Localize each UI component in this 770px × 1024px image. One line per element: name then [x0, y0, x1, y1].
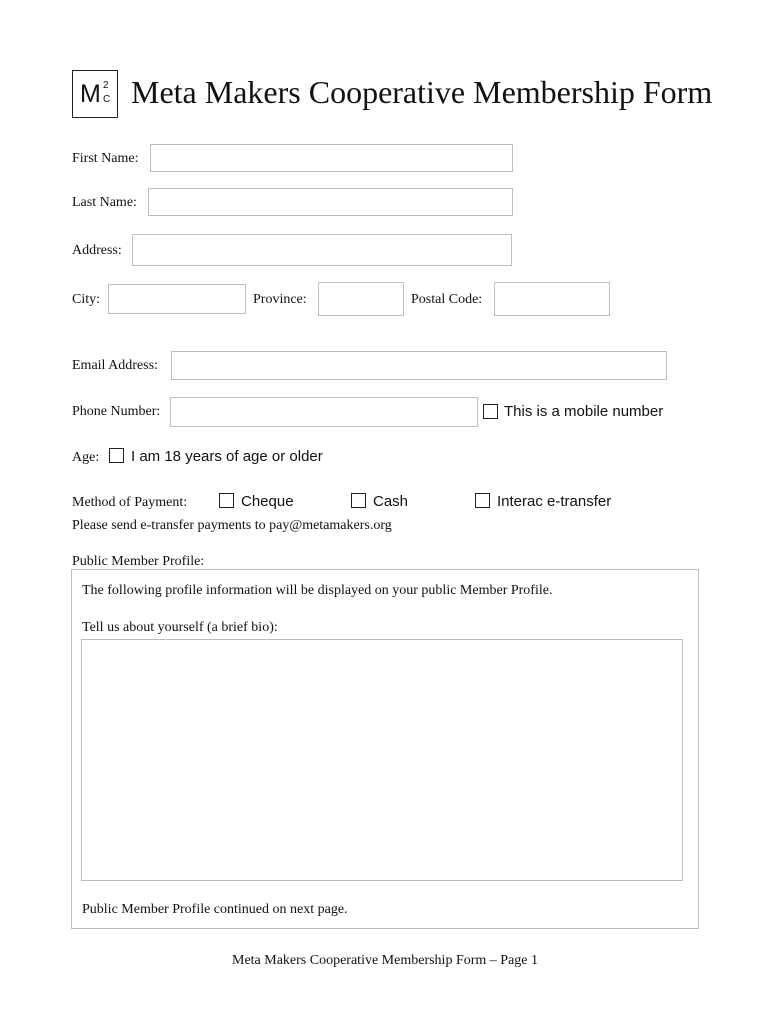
logo-superscript: 2 — [103, 80, 109, 91]
payment-label: Method of Payment: — [72, 495, 188, 510]
bio-label: Tell us about yourself (a brief bio): — [82, 620, 278, 635]
cash-checkbox[interactable] — [351, 493, 366, 508]
cheque-checkbox[interactable] — [219, 493, 234, 508]
postal-code-label: Postal Code: — [411, 292, 483, 307]
address-field[interactable] — [132, 234, 512, 266]
logo — [72, 70, 118, 118]
email-label: Email Address: — [72, 358, 158, 373]
cash-option-label: Cash — [373, 493, 409, 510]
province-label: Province: — [253, 292, 307, 307]
bio-textarea[interactable] — [81, 639, 683, 881]
age-checkbox-label: I am 18 years of age or older — [131, 448, 323, 465]
logo-subscript: C — [103, 94, 111, 105]
province-field[interactable] — [318, 282, 404, 316]
last-name-label: Last Name: — [72, 195, 137, 210]
phone-field[interactable] — [170, 397, 478, 427]
page-title: Meta Makers Cooperative Membership Form — [131, 74, 713, 110]
page-footer: Meta Makers Cooperative Membership Form – Page 1 — [232, 953, 538, 968]
mobile-checkbox[interactable] — [483, 404, 498, 419]
mobile-checkbox-label: This is a mobile number — [504, 403, 664, 420]
interac-option-label: Interac e-transfer — [497, 493, 612, 510]
phone-label: Phone Number: — [72, 404, 161, 419]
postal-code-field[interactable] — [494, 282, 610, 316]
city-label: City: — [72, 292, 101, 307]
last-name-field[interactable] — [148, 188, 513, 216]
profile-intro: The following profile information will be displayed on your public Member Profile. — [82, 583, 553, 598]
first-name-field[interactable] — [150, 144, 513, 172]
address-label: Address: — [72, 243, 122, 258]
age-checkbox[interactable] — [109, 448, 124, 463]
interac-checkbox[interactable] — [475, 493, 490, 508]
payment-note: Please send e-transfer payments to pay@metamakers.org — [72, 518, 392, 533]
age-label: Age: — [72, 450, 100, 465]
profile-heading: Public Member Profile: — [72, 554, 205, 569]
city-field[interactable] — [108, 284, 246, 314]
email-field[interactable] — [171, 351, 667, 380]
cheque-option-label: Cheque — [241, 493, 294, 510]
first-name-label: First Name: — [72, 151, 139, 166]
profile-continued-note: Public Member Profile continued on next page. — [82, 902, 348, 917]
logo-letter: M — [80, 80, 101, 108]
